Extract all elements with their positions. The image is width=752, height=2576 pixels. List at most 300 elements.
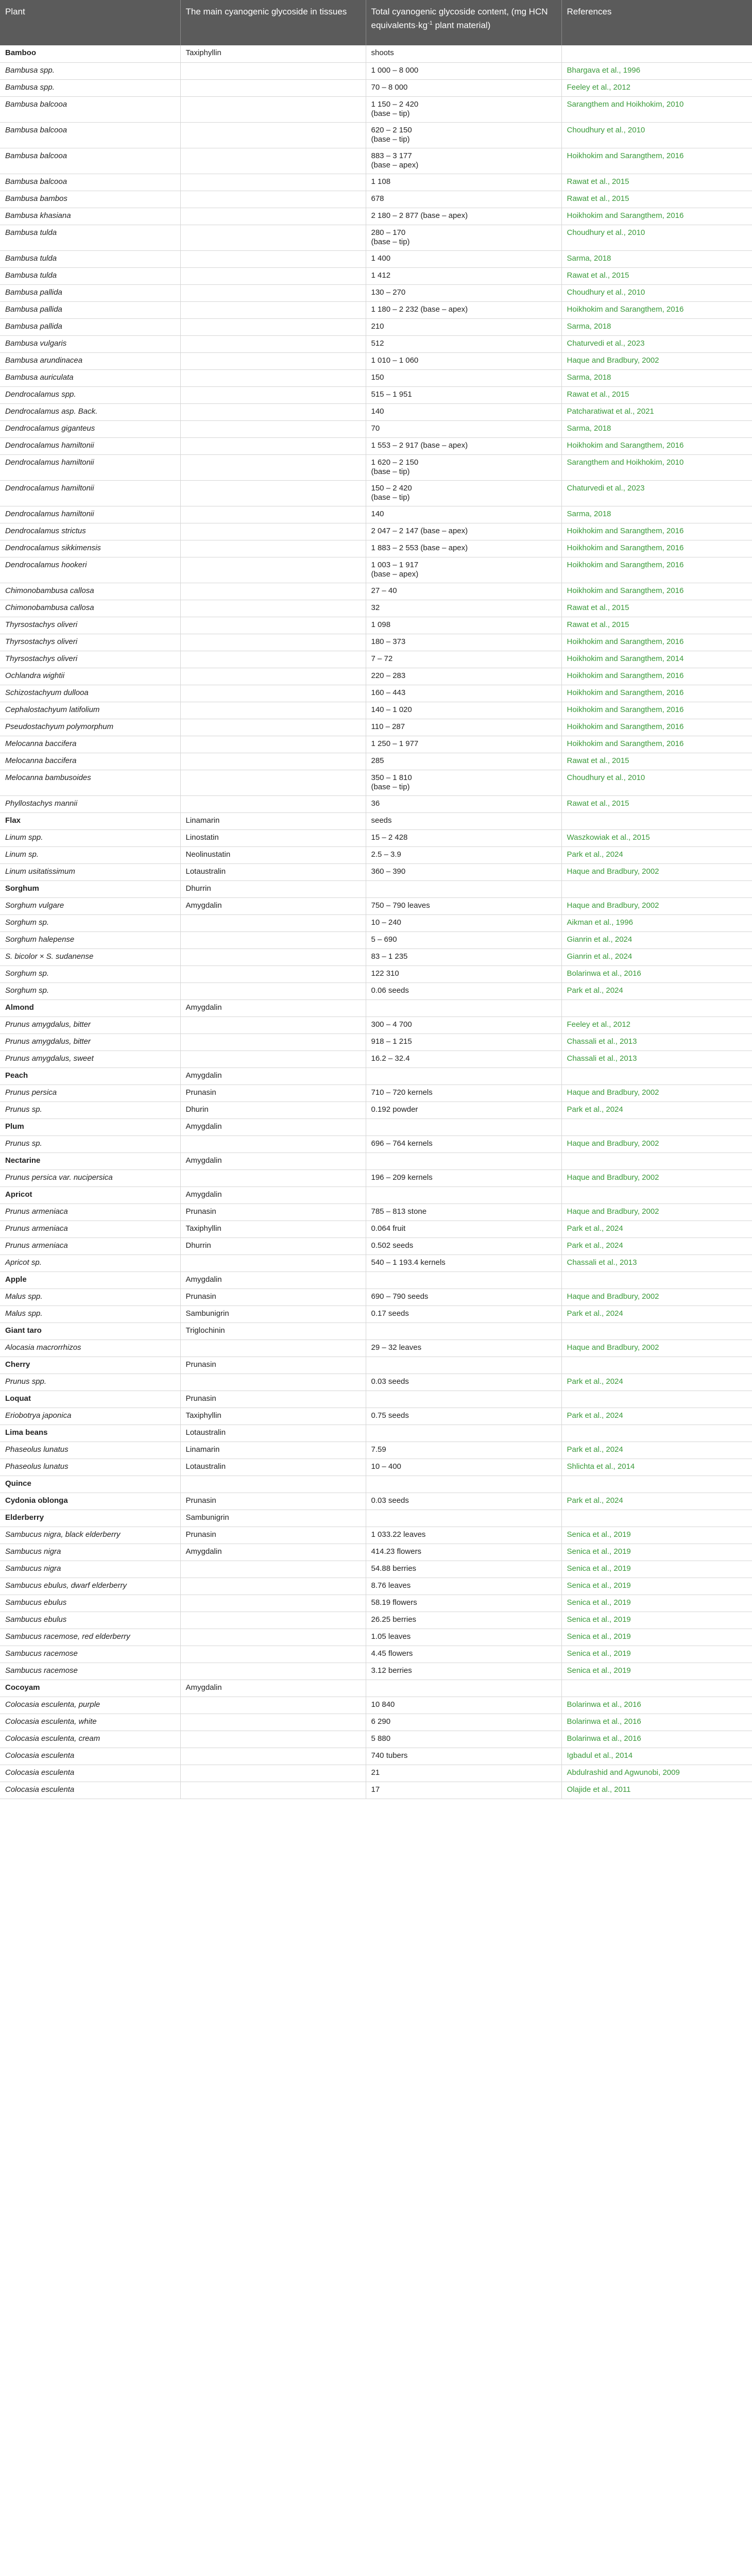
glycoside-cell [180, 1697, 366, 1714]
plant-cell: Bambusa khasiana [0, 208, 180, 225]
content-cell: 29 – 32 leaves [366, 1340, 561, 1357]
reference-cell: Rawat et al., 2015 [561, 617, 752, 634]
reference-cell: Park et al., 2024 [561, 846, 752, 863]
reference-cell: Sarma, 2018 [561, 369, 752, 386]
glycoside-cell [180, 557, 366, 583]
glycoside-cell [180, 651, 366, 668]
reference-cell [561, 1476, 752, 1493]
reference-cell: Hoikhokim and Sarangthem, 2016 [561, 668, 752, 685]
content-cell: 285 [366, 753, 561, 770]
table-row [0, 79, 752, 96]
content-cell: 0.06 seeds [366, 982, 561, 999]
group-row [0, 812, 752, 829]
table-row [0, 1033, 752, 1050]
table-row [0, 795, 752, 812]
plant-cell: Melocanna baccifera [0, 736, 180, 753]
content-cell: 8.76 leaves [366, 1578, 561, 1595]
plant-cell: Flax [0, 812, 180, 829]
glycoside-cell [180, 753, 366, 770]
reference-cell: Park et al., 2024 [561, 1493, 752, 1510]
table-row [0, 651, 752, 668]
content-cell: 360 – 390 [366, 863, 561, 880]
reference-cell: Haque and Bradbury, 2002 [561, 897, 752, 914]
reference-cell: Rawat et al., 2015 [561, 795, 752, 812]
glycoside-cell [180, 62, 366, 79]
table-row [0, 523, 752, 540]
header-content-text: Total cyanogenic glycoside content, (mg HCN equivalents·kg [371, 7, 548, 30]
content-cell: 2.5 – 3.9 [366, 846, 561, 863]
glycoside-cell [180, 719, 366, 736]
glycoside-cell: Amygdalin [180, 999, 366, 1016]
glycoside-cell: Linostatin [180, 829, 366, 846]
table-row [0, 1204, 752, 1221]
reference-cell: Rawat et al., 2015 [561, 191, 752, 208]
content-cell [366, 1680, 561, 1697]
table-row [0, 1527, 752, 1544]
plant-cell: Dendrocalamus hookeri [0, 557, 180, 583]
content-cell: 83 – 1 235 [366, 948, 561, 965]
plant-cell: Colocasia esculenta [0, 1782, 180, 1799]
table-row [0, 335, 752, 352]
plant-cell: Linum spp. [0, 829, 180, 846]
plant-cell: Bambusa tulda [0, 225, 180, 250]
table-row [0, 96, 752, 122]
reference-cell [561, 1510, 752, 1527]
table-row [0, 225, 752, 250]
content-cell: 540 – 1 193.4 kernels [366, 1255, 561, 1272]
glycoside-cell [180, 931, 366, 948]
reference-cell: Choudhury et al., 2010 [561, 284, 752, 301]
reference-cell: Bolarinwa et al., 2016 [561, 1697, 752, 1714]
reference-cell [561, 880, 752, 897]
plant-cell: Colocasia esculenta [0, 1748, 180, 1765]
content-cell: seeds [366, 812, 561, 829]
content-cell: 696 – 764 kernels [366, 1136, 561, 1153]
content-cell: 280 – 170 (base – tip) [366, 225, 561, 250]
reference-cell: Abdulrashid and Agwunobi, 2009 [561, 1765, 752, 1782]
content-cell: 5 880 [366, 1731, 561, 1748]
plant-cell: Bamboo [0, 45, 180, 62]
reference-cell: Hoikhokim and Sarangthem, 2016 [561, 634, 752, 651]
group-row [0, 1357, 752, 1374]
content-cell [366, 1187, 561, 1204]
reference-cell: Igbadul et al., 2014 [561, 1748, 752, 1765]
glycoside-cell: Prunasin [180, 1204, 366, 1221]
table-row [0, 600, 752, 617]
content-cell: 10 – 240 [366, 914, 561, 931]
plant-cell: Phyllostachys mannii [0, 795, 180, 812]
glycoside-cell [180, 250, 366, 267]
content-cell [366, 999, 561, 1016]
plant-cell: Dendrocalamus spp. [0, 386, 180, 403]
reference-cell: Senica et al., 2019 [561, 1595, 752, 1612]
group-row [0, 1391, 752, 1408]
content-cell: 1 003 – 1 917 (base – apex) [366, 557, 561, 583]
reference-cell: Bolarinwa et al., 2016 [561, 965, 752, 982]
plant-cell: Bambusa tulda [0, 250, 180, 267]
plant-cell: Thyrsostachys oliveri [0, 651, 180, 668]
reference-cell: Waszkowiak et al., 2015 [561, 829, 752, 846]
content-cell: 2 047 – 2 147 (base – apex) [366, 523, 561, 540]
reference-cell: Haque and Bradbury, 2002 [561, 1340, 752, 1357]
table-row [0, 1646, 752, 1663]
content-cell: 1 180 – 2 232 (base – apex) [366, 301, 561, 318]
table-header [0, 0, 752, 45]
glycoside-cell: Prunasin [180, 1527, 366, 1544]
glycoside-cell: Prunasin [180, 1289, 366, 1306]
plant-cell: Alocasia macrorrhizos [0, 1340, 180, 1357]
glycoside-cell [180, 965, 366, 982]
table-row [0, 846, 752, 863]
glycoside-cell [180, 96, 366, 122]
plant-cell: Melocanna bambusoides [0, 770, 180, 795]
plant-cell: Cydonia oblonga [0, 1493, 180, 1510]
plant-cell: Schizostachyum dullooa [0, 685, 180, 702]
reference-cell: Sarangthem and Hoikhokim, 2010 [561, 454, 752, 480]
glycoside-cell [180, 668, 366, 685]
table-row [0, 557, 752, 583]
content-cell: 130 – 270 [366, 284, 561, 301]
plant-cell: Prunus amygdalus, bitter [0, 1033, 180, 1050]
glycoside-cell: Amygdalin [180, 1680, 366, 1697]
table-row [0, 506, 752, 523]
table-row [0, 1101, 752, 1118]
content-cell: 6 290 [366, 1714, 561, 1731]
plant-cell: Phaseolus lunatus [0, 1459, 180, 1476]
table-row [0, 1374, 752, 1391]
reference-cell [561, 1357, 752, 1374]
table-row [0, 1697, 752, 1714]
plant-cell: Cocoyam [0, 1680, 180, 1697]
reference-cell: Hoikhokim and Sarangthem, 2016 [561, 736, 752, 753]
table-row [0, 1612, 752, 1629]
reference-cell: Senica et al., 2019 [561, 1612, 752, 1629]
reference-cell: Haque and Bradbury, 2002 [561, 1289, 752, 1306]
plant-cell: Bambusa balcooa [0, 96, 180, 122]
reference-cell: Hoikhokim and Sarangthem, 2014 [561, 651, 752, 668]
glycoside-cell [180, 795, 366, 812]
glycoside-cell: Taxiphyllin [180, 45, 366, 62]
glycoside-cell [180, 736, 366, 753]
table-row [0, 1255, 752, 1272]
glycoside-cell [180, 386, 366, 403]
content-cell: 32 [366, 600, 561, 617]
table-row [0, 437, 752, 454]
plant-cell: Bambusa arundinacea [0, 352, 180, 369]
table-row [0, 1782, 752, 1799]
content-cell: 0.192 powder [366, 1101, 561, 1118]
plant-cell: Quince [0, 1476, 180, 1493]
reference-cell: Hoikhokim and Sarangthem, 2016 [561, 702, 752, 719]
group-row [0, 1118, 752, 1136]
reference-cell: Haque and Bradbury, 2002 [561, 1170, 752, 1187]
plant-cell: Prunus armeniaca [0, 1238, 180, 1255]
table-body [0, 45, 752, 1799]
glycoside-cell [180, 1476, 366, 1493]
reference-cell: Choudhury et al., 2010 [561, 770, 752, 795]
table-row [0, 1714, 752, 1731]
content-cell: 1 033.22 leaves [366, 1527, 561, 1544]
glycoside-cell [180, 1016, 366, 1033]
plant-cell: Bambusa balcooa [0, 174, 180, 191]
group-row [0, 1187, 752, 1204]
glycoside-cell [180, 1646, 366, 1663]
table-row [0, 122, 752, 148]
reference-cell: Senica et al., 2019 [561, 1561, 752, 1578]
reference-cell: Hoikhokim and Sarangthem, 2016 [561, 719, 752, 736]
glycoside-cell: Amygdalin [180, 897, 366, 914]
header-content [366, 0, 561, 45]
glycoside-cell: Lotaustralin [180, 1425, 366, 1442]
glycoside-cell: Prunasin [180, 1391, 366, 1408]
content-cell: 1.05 leaves [366, 1629, 561, 1646]
glycoside-cell [180, 1629, 366, 1646]
glycoside-cell: Sambunigrin [180, 1510, 366, 1527]
content-cell: 0.064 fruit [366, 1221, 561, 1238]
reference-cell [561, 1680, 752, 1697]
table-row [0, 1561, 752, 1578]
plant-cell: Cephalostachyum latifolium [0, 702, 180, 719]
content-cell: 1 412 [366, 267, 561, 284]
table-row [0, 267, 752, 284]
content-cell: 27 – 40 [366, 583, 561, 600]
content-cell: 0.75 seeds [366, 1408, 561, 1425]
table-row [0, 420, 752, 437]
table-row [0, 1629, 752, 1646]
reference-cell: Hoikhokim and Sarangthem, 2016 [561, 208, 752, 225]
header-plant: Plant [0, 0, 180, 45]
reference-cell: Rawat et al., 2015 [561, 386, 752, 403]
content-cell: 10 – 400 [366, 1459, 561, 1476]
table-row [0, 369, 752, 386]
reference-cell [561, 1391, 752, 1408]
glycoside-cell [180, 1663, 366, 1680]
reference-cell: Park et al., 2024 [561, 982, 752, 999]
content-cell: 1 108 [366, 174, 561, 191]
reference-cell: Park et al., 2024 [561, 1238, 752, 1255]
glycoside-cell [180, 685, 366, 702]
reference-cell [561, 1425, 752, 1442]
content-cell: 10 840 [366, 1697, 561, 1714]
reference-cell: Rawat et al., 2015 [561, 174, 752, 191]
table-row [0, 736, 752, 753]
glycoside-cell [180, 225, 366, 250]
plant-cell: Sambucus racemose [0, 1663, 180, 1680]
reference-cell: Hoikhokim and Sarangthem, 2016 [561, 685, 752, 702]
glycoside-cell: Neolinustatin [180, 846, 366, 863]
reference-cell: Hoikhokim and Sarangthem, 2016 [561, 557, 752, 583]
glycoside-cell [180, 480, 366, 506]
table-row [0, 1084, 752, 1101]
plant-cell: Thyrsostachys oliveri [0, 634, 180, 651]
content-cell: 1 000 – 8 000 [366, 62, 561, 79]
glycoside-cell [180, 1340, 366, 1357]
content-cell: 620 – 2 150 (base – tip) [366, 122, 561, 148]
content-cell: 70 [366, 420, 561, 437]
table-row [0, 386, 752, 403]
content-cell: 1 010 – 1 060 [366, 352, 561, 369]
content-cell: 0.502 seeds [366, 1238, 561, 1255]
glycoside-cell [180, 122, 366, 148]
table-row [0, 770, 752, 795]
reference-cell: Hoikhokim and Sarangthem, 2016 [561, 301, 752, 318]
reference-cell [561, 999, 752, 1016]
content-cell: 2 180 – 2 877 (base – apex) [366, 208, 561, 225]
reference-cell: Haque and Bradbury, 2002 [561, 1136, 752, 1153]
plant-cell: Sambucus ebulus, dwarf elderberry [0, 1578, 180, 1595]
content-cell: 350 – 1 810 (base – tip) [366, 770, 561, 795]
glycoside-cell [180, 403, 366, 420]
plant-cell: Chimonobambusa callosa [0, 583, 180, 600]
reference-cell: Park et al., 2024 [561, 1442, 752, 1459]
reference-cell: Sarma, 2018 [561, 420, 752, 437]
glycoside-cell: Amygdalin [180, 1153, 366, 1170]
reference-cell: Olajide et al., 2011 [561, 1782, 752, 1799]
glycoside-cell [180, 369, 366, 386]
reference-cell: Senica et al., 2019 [561, 1646, 752, 1663]
plant-cell: Bambusa vulgaris [0, 335, 180, 352]
glycoside-cell: Linamarin [180, 1442, 366, 1459]
content-cell [366, 1323, 561, 1340]
content-cell: 15 – 2 428 [366, 829, 561, 846]
glycoside-cell [180, 1731, 366, 1748]
content-cell: 918 – 1 215 [366, 1033, 561, 1050]
content-cell: 740 tubers [366, 1748, 561, 1765]
reference-cell: Feeley et al., 2012 [561, 79, 752, 96]
content-cell [366, 880, 561, 897]
plant-cell: Sambucus ebulus [0, 1612, 180, 1629]
group-row [0, 880, 752, 897]
plant-cell: Melocanna baccifera [0, 753, 180, 770]
glycoside-cell: Lotaustralin [180, 1459, 366, 1476]
table-row [0, 1050, 752, 1067]
reference-cell: Rawat et al., 2015 [561, 753, 752, 770]
glycoside-cell [180, 634, 366, 651]
content-cell: 26.25 berries [366, 1612, 561, 1629]
glycoside-cell [180, 335, 366, 352]
reference-cell: Senica et al., 2019 [561, 1527, 752, 1544]
table-row [0, 454, 752, 480]
plant-cell: Colocasia esculenta, cream [0, 1731, 180, 1748]
header-content-tail: plant material) [432, 20, 491, 30]
reference-cell: Shlichta et al., 2014 [561, 1459, 752, 1476]
glycoside-cell [180, 982, 366, 999]
content-cell: 1 098 [366, 617, 561, 634]
table-row [0, 1663, 752, 1680]
group-row [0, 1493, 752, 1510]
glycoside-cell: Amygdalin [180, 1187, 366, 1204]
table-row [0, 174, 752, 191]
table-row [0, 1765, 752, 1782]
reference-cell [561, 1187, 752, 1204]
glycoside-cell: Amygdalin [180, 1544, 366, 1561]
plant-cell: Eriobotrya japonica [0, 1408, 180, 1425]
plant-cell: Linum usitatissimum [0, 863, 180, 880]
content-cell [366, 1510, 561, 1527]
reference-cell: Bolarinwa et al., 2016 [561, 1731, 752, 1748]
glycoside-cell [180, 420, 366, 437]
glycoside-cell: Dhurin [180, 1101, 366, 1118]
plant-cell: Apricot [0, 1187, 180, 1204]
group-row [0, 999, 752, 1016]
plant-cell: Bambusa balcooa [0, 148, 180, 174]
table-row [0, 617, 752, 634]
table-row [0, 62, 752, 79]
glycoside-cell [180, 600, 366, 617]
reference-cell: Rawat et al., 2015 [561, 267, 752, 284]
glycoside-cell [180, 1374, 366, 1391]
plant-cell: Dendrocalamus giganteus [0, 420, 180, 437]
content-cell: 1 620 – 2 150 (base – tip) [366, 454, 561, 480]
plant-cell: Malus spp. [0, 1289, 180, 1306]
content-cell: 1 400 [366, 250, 561, 267]
glycoside-cell [180, 1765, 366, 1782]
glycoside-cell: Dhurrin [180, 1238, 366, 1255]
glycoside-cell [180, 1255, 366, 1272]
plant-cell: Bambusa auriculata [0, 369, 180, 386]
glycoside-cell [180, 1561, 366, 1578]
table-row [0, 931, 752, 948]
plant-cell: Sorghum sp. [0, 982, 180, 999]
group-row [0, 45, 752, 62]
reference-cell: Hoikhokim and Sarangthem, 2016 [561, 523, 752, 540]
content-cell: 678 [366, 191, 561, 208]
plant-cell: Dendrocalamus hamiltonii [0, 506, 180, 523]
content-cell: 7 – 72 [366, 651, 561, 668]
content-cell: 414.23 flowers [366, 1544, 561, 1561]
header-content-sup: -1 [428, 20, 433, 26]
content-cell: shoots [366, 45, 561, 62]
reference-cell: Chaturvedi et al., 2023 [561, 335, 752, 352]
content-cell: 196 – 209 kernels [366, 1170, 561, 1187]
table-row [0, 1170, 752, 1187]
content-cell: 1 150 – 2 420 (base – tip) [366, 96, 561, 122]
table-row [0, 829, 752, 846]
glycoside-cell: Taxiphyllin [180, 1221, 366, 1238]
glycoside-cell: Dhurrin [180, 880, 366, 897]
content-cell [366, 1425, 561, 1442]
plant-cell: Nectarine [0, 1153, 180, 1170]
table-row [0, 965, 752, 982]
glycoside-cell [180, 318, 366, 335]
header-glycoside: The main cyanogenic glycoside in tissues [180, 0, 366, 45]
table-row [0, 1136, 752, 1153]
glycoside-cell: Amygdalin [180, 1067, 366, 1084]
glycoside-cell [180, 583, 366, 600]
reference-cell: Sarma, 2018 [561, 318, 752, 335]
plant-cell: Sorghum sp. [0, 914, 180, 931]
reference-cell: Chassali et al., 2013 [561, 1033, 752, 1050]
plant-cell: Prunus armeniaca [0, 1221, 180, 1238]
content-cell: 21 [366, 1765, 561, 1782]
content-cell [366, 1153, 561, 1170]
glycoside-cell [180, 1033, 366, 1050]
glycoside-cell [180, 1050, 366, 1067]
plant-cell: Colocasia esculenta [0, 1765, 180, 1782]
content-cell: 220 – 283 [366, 668, 561, 685]
plant-cell: Elderberry [0, 1510, 180, 1527]
reference-cell: Park et al., 2024 [561, 1408, 752, 1425]
glycoside-cell [180, 617, 366, 634]
glycoside-cell [180, 540, 366, 557]
plant-cell: Sorghum [0, 880, 180, 897]
content-cell: 690 – 790 seeds [366, 1289, 561, 1306]
plant-cell: Lima beans [0, 1425, 180, 1442]
glycoside-cell [180, 79, 366, 96]
reference-cell: Haque and Bradbury, 2002 [561, 863, 752, 880]
reference-cell: Senica et al., 2019 [561, 1629, 752, 1646]
plant-cell: Bambusa pallida [0, 301, 180, 318]
